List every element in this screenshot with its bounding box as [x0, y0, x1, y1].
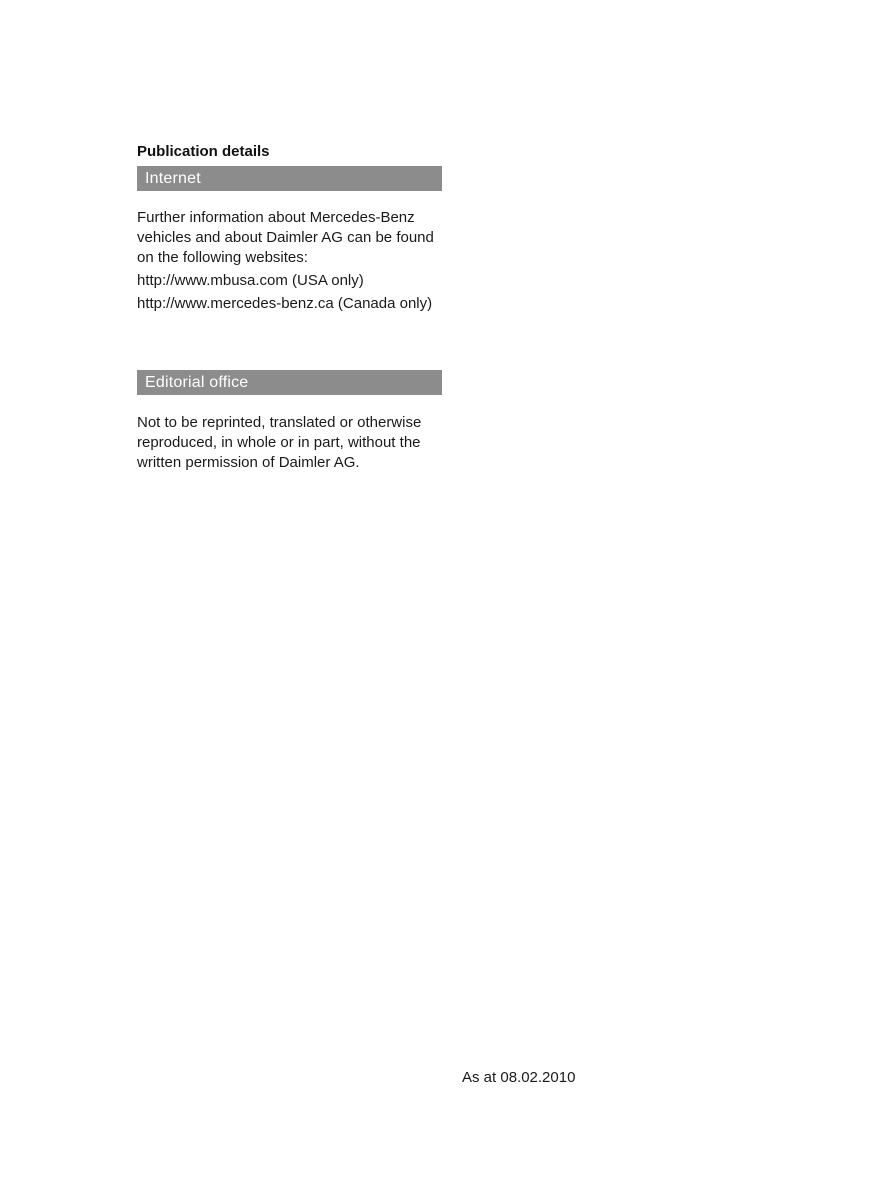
publication-date: As at 08.02.2010	[462, 1069, 576, 1086]
page-title: Publication details	[137, 143, 270, 160]
section-heading-editorial-office	[137, 370, 442, 395]
internet-intro-paragraph: Further information about Mercedes-Benz vehicles and about Daimler AG can be found on the following websites:	[137, 209, 434, 266]
canada-website-line: http://www.mercedes-benz.ca (Canada only)	[137, 295, 433, 312]
usa-website-line: http://www.mbusa.com (USA only)	[137, 272, 364, 289]
section-heading-editorial-office-label: Editorial office	[145, 374, 249, 391]
editorial-notice-paragraph: Not to be reprinted, translated or otherwise reproduced, in whole or in part, without the written permission of Daimler AG.	[137, 414, 422, 471]
section-heading-internet	[137, 166, 442, 191]
section-heading-internet-label: Internet	[145, 170, 201, 187]
